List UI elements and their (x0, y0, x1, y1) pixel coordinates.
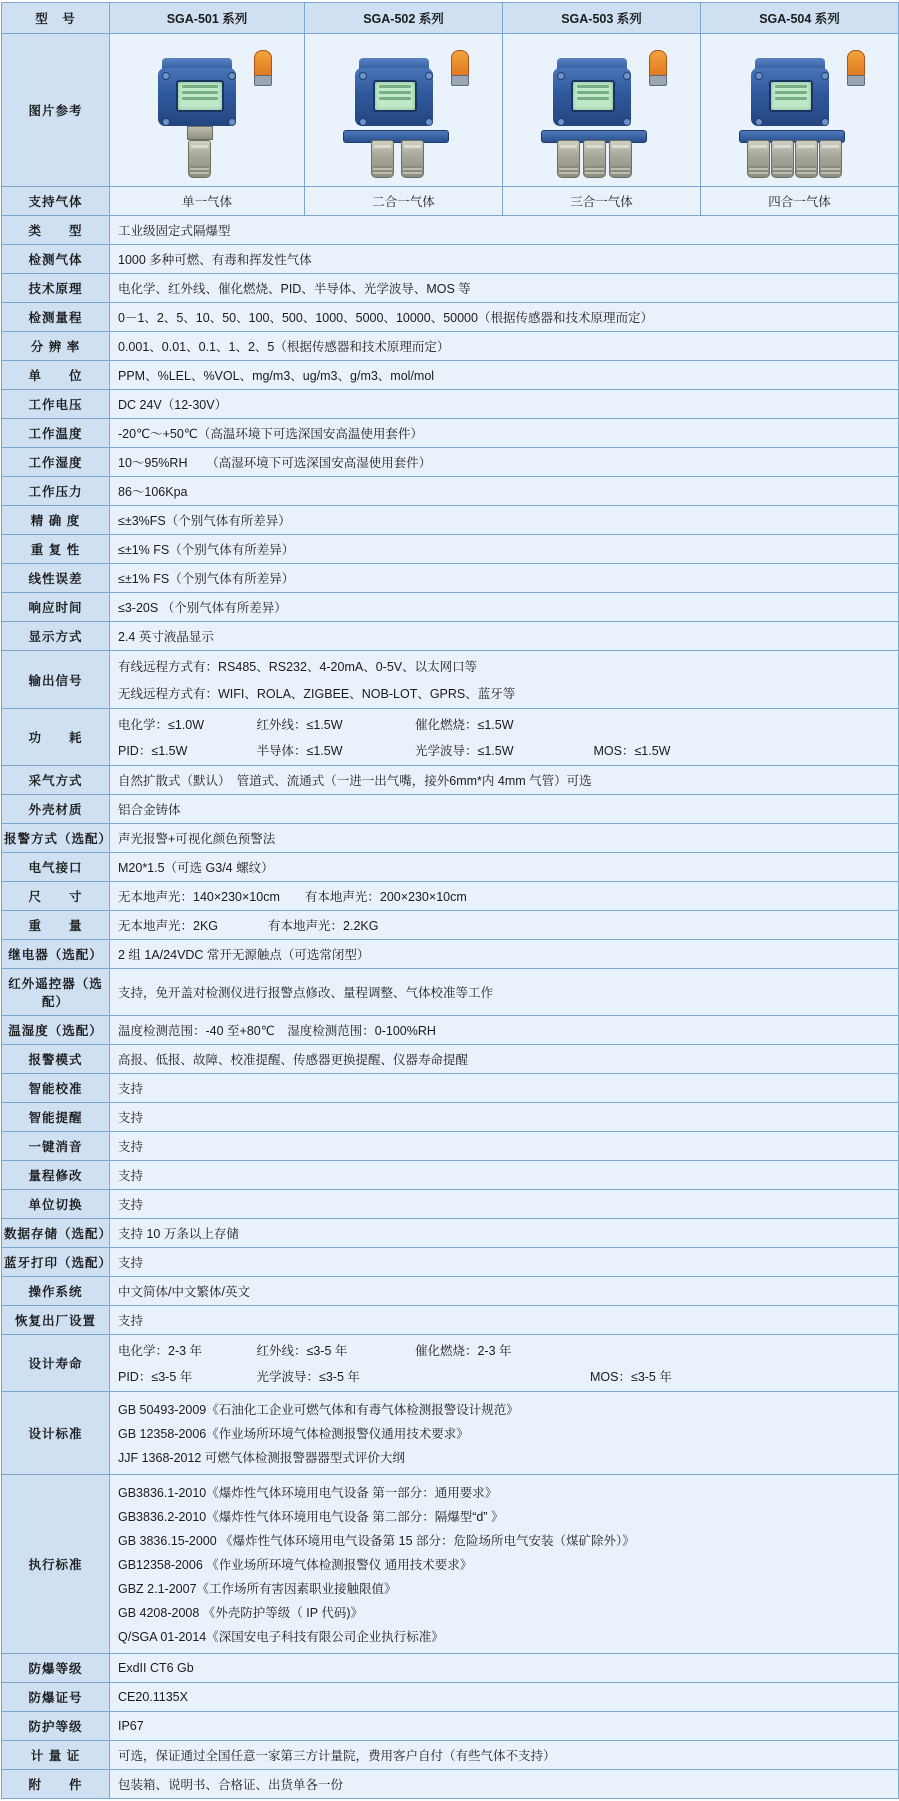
row-label: 操作系统 (2, 1277, 110, 1306)
sensor-probe (609, 140, 632, 178)
row-label: 蓝牙打印（选配） (2, 1248, 110, 1277)
table-row (2, 1016, 899, 1045)
power-value (110, 709, 899, 766)
power-item: 光学波导：≤1.5W (414, 744, 514, 758)
model-header-3: SGA-503 系列 (503, 3, 701, 34)
output-wired: 有线远程方式有：RS485、RS232、4-20mA、0-5V、以太网口等 (118, 660, 478, 674)
standard-line: GB 3836.15-2000 《爆炸性气体环境用电气设备第 15 部分：危险场所电气安装（煤矿除外）》 (118, 1534, 635, 1548)
alarm-lamp-icon (847, 50, 865, 78)
row-label: 数据存储（选配） (2, 1219, 110, 1248)
row-value: 0.001、0.01、0.1、1、2、5（根据传感器和技术原理而定） (110, 332, 899, 361)
row-label: 外壳材质 (2, 795, 110, 824)
row-value: 10～95%RH （高湿环境下可选深国安高湿使用套件） (110, 448, 899, 477)
row-label: 一键消音 (2, 1132, 110, 1161)
product-image-4 (701, 34, 899, 187)
row-label: 响应时间 (2, 593, 110, 622)
row-value: 支持 (110, 1132, 899, 1161)
design-standard-label: 设计标准 (2, 1392, 110, 1475)
table-row (2, 187, 899, 216)
table-row (2, 882, 899, 911)
row-value: 工业级固定式隔爆型 (110, 216, 899, 245)
table-row (2, 593, 899, 622)
alarm-lamp-icon (649, 50, 667, 78)
table-row (2, 477, 899, 506)
row-value: CE20.1135X (110, 1683, 899, 1712)
table-row (2, 969, 899, 1016)
detector-illustration-1 (132, 42, 282, 182)
table-row (2, 1683, 899, 1712)
standard-line: GB 4208-2008 《外壳防护等级（ IP 代码)》 (118, 1606, 363, 1620)
row-label: 工作电压 (2, 390, 110, 419)
table-row (2, 3, 899, 34)
row-value: ≤3-20S （个别气体有所差异） (110, 593, 899, 622)
row-value: 声光报警+可视化颜色预警法 (110, 824, 899, 853)
table-row (2, 448, 899, 477)
table-row (2, 535, 899, 564)
row-label: 工作温度 (2, 419, 110, 448)
row-label: 附 件 (2, 1770, 110, 1799)
row-value: 1000 多种可燃、有毒和挥发性气体 (110, 245, 899, 274)
row-label: 温湿度（选配） (2, 1016, 110, 1045)
table-row (2, 795, 899, 824)
row-value: IP67 (110, 1712, 899, 1741)
table-row (2, 1132, 899, 1161)
sensor-probe (583, 140, 606, 178)
table-row (2, 361, 899, 390)
output-wireless: 无线远程方式有：WIFI、ROLA、ZIGBEE、NOB-LOT、GPRS、蓝牙等 (118, 687, 516, 701)
row-label: 工作压力 (2, 477, 110, 506)
table-row (2, 940, 899, 969)
table-row (2, 1712, 899, 1741)
detector-illustration-4 (725, 42, 875, 182)
row-value: 2 组 1A/24VDC 常开无源触点（可选常闭型） (110, 940, 899, 969)
power-item: 半导体：≤1.5W (256, 744, 343, 758)
power-label: 功 耗 (2, 709, 110, 766)
table-row (2, 274, 899, 303)
table-row (2, 506, 899, 535)
table-row (2, 1074, 899, 1103)
table-row (2, 303, 899, 332)
device-neck (187, 126, 213, 140)
row-label: 类 型 (2, 216, 110, 245)
row-value: ≤±3%FS（个别气体有所差异） (110, 506, 899, 535)
row-label: 精 确 度 (2, 506, 110, 535)
specification-table (1, 2, 899, 1799)
gas-support-4: 四合一气体 (701, 187, 899, 216)
device-screen (176, 80, 224, 112)
power-item: MOS：≤1.5W (593, 744, 671, 758)
table-row (2, 1277, 899, 1306)
row-value: 支持 (110, 1074, 899, 1103)
detector-illustration-2 (329, 42, 479, 182)
row-value: 0－1、2、5、10、50、100、500、1000、5000、10000、50000（根据传感器和技术原理而定） (110, 303, 899, 332)
row-value: PPM、%LEL、%VOL、mg/m3、ug/m3、g/m3、mol/mol (110, 361, 899, 390)
row-value: ≤±1% FS（个别气体有所差异） (110, 564, 899, 593)
row-value: 无本地声光：2KG 有本地声光：2.2KG (110, 911, 899, 940)
table-row (2, 1335, 899, 1392)
row-label: 单 位 (2, 361, 110, 390)
row-label: 分 辨 率 (2, 332, 110, 361)
table-row (2, 1219, 899, 1248)
row-label: 采气方式 (2, 766, 110, 795)
power-line-2 (118, 740, 890, 760)
lifespan-line-2: PID：≤3-5 年 光学波导：≤3-5 年 MOS：≤3-5 年 (118, 1370, 672, 1384)
lifespan-value (110, 1335, 899, 1392)
device-screen (571, 80, 615, 112)
product-image-2 (305, 34, 503, 187)
table-row (2, 766, 899, 795)
alarm-lamp-icon (451, 50, 469, 78)
table-row (2, 390, 899, 419)
power-line-1 (118, 714, 890, 734)
spec-sheet (0, 2, 899, 1799)
row-value: 支持 (110, 1306, 899, 1335)
row-value: 电化学、红外线、催化燃烧、PID、半导体、光学波导、MOS 等 (110, 274, 899, 303)
row-value: M20*1.5（可选 G3/4 螺纹） (110, 853, 899, 882)
row-value: 自然扩散式（默认） 管道式、流通式（一进一出气嘴，接外6mm*内 4mm 气管）可选 (110, 766, 899, 795)
table-row (2, 332, 899, 361)
sensor-probe (771, 140, 794, 178)
table-row (2, 1475, 899, 1654)
row-label: 显示方式 (2, 622, 110, 651)
sensor-probe (371, 140, 394, 178)
table-row (2, 1045, 899, 1074)
row-value: 支持 (110, 1190, 899, 1219)
detector-illustration-3 (527, 42, 677, 182)
model-header-2: SGA-502 系列 (305, 3, 503, 34)
row-label: 单位切换 (2, 1190, 110, 1219)
header-label: 型 号 (2, 3, 110, 34)
row-value: 86～106Kpa (110, 477, 899, 506)
table-row (2, 622, 899, 651)
standard-line: GB12358-2006 《作业场所环境气体检测报警仪 通用技术要求》 (118, 1558, 473, 1572)
table-row (2, 1770, 899, 1799)
standard-line: Q/SGA 01-2014《深国安电子科技有限公司企业执行标准》 (118, 1630, 444, 1644)
row-value: 支持 (110, 1248, 899, 1277)
output-signal-label: 输出信号 (2, 651, 110, 709)
row-label: 恢复出厂设置 (2, 1306, 110, 1335)
table-row (2, 1392, 899, 1475)
row-label: 量程修改 (2, 1161, 110, 1190)
table-row (2, 564, 899, 593)
row-label: 尺 寸 (2, 882, 110, 911)
row-label: 继电器（选配） (2, 940, 110, 969)
device-screen (373, 80, 417, 112)
row-label: 重 量 (2, 911, 110, 940)
alarm-lamp-icon (254, 50, 272, 78)
lifespan-line-1: 电化学：2-3 年 红外线：≤3-5 年 催化燃烧：2-3 年 (118, 1344, 512, 1358)
table-row (2, 1190, 899, 1219)
table-row (2, 1741, 899, 1770)
row-value: 铝合金铸体 (110, 795, 899, 824)
model-header-1: SGA-501 系列 (110, 3, 305, 34)
row-value: 支持 (110, 1161, 899, 1190)
table-row (2, 1306, 899, 1335)
row-label: 技术原理 (2, 274, 110, 303)
row-label: 智能提醒 (2, 1103, 110, 1132)
row-value: 支持 10 万条以上存储 (110, 1219, 899, 1248)
power-item: 催化燃烧：≤1.5W (414, 718, 514, 732)
table-row (2, 34, 899, 187)
table-row (2, 1161, 899, 1190)
row-label: 报警模式 (2, 1045, 110, 1074)
row-label: 红外遥控器（选配） (2, 969, 110, 1016)
row-value: 包装箱、说明书、合格证、出货单各一份 (110, 1770, 899, 1799)
sensor-probe (188, 140, 211, 178)
sensor-probe (819, 140, 842, 178)
row-label: 检测气体 (2, 245, 110, 274)
gas-support-3: 三合一气体 (503, 187, 701, 216)
table-row (2, 1103, 899, 1132)
row-value: -20℃～+50℃（高温环境下可选深国安高温使用套件） (110, 419, 899, 448)
model-header-4: SGA-504 系列 (701, 3, 899, 34)
table-row (2, 419, 899, 448)
row-value: 温度检测范围：-40 至+80℃ 湿度检测范围：0-100%RH (110, 1016, 899, 1045)
manifold-bar (343, 130, 449, 143)
row-value: 高报、低报、故障、校准提醒、传感器更换提醒、仪器寿命提醒 (110, 1045, 899, 1074)
row-label: 电气接口 (2, 853, 110, 882)
row-label: 计 量 证 (2, 1741, 110, 1770)
row-label: 重 复 性 (2, 535, 110, 564)
row-value: 支持，免开盖对检测仪进行报警点修改、量程调整、气体校准等工作 (110, 969, 899, 1016)
lifespan-label: 设计寿命 (2, 1335, 110, 1392)
row-value: 2.4 英寸液晶显示 (110, 622, 899, 651)
table-row (2, 245, 899, 274)
row-value: DC 24V（12-30V） (110, 390, 899, 419)
exec-standard-label: 执行标准 (2, 1475, 110, 1654)
table-row (2, 853, 899, 882)
standard-line: GB3836.1-2010《爆炸性气体环境用电气设备 第一部分：通用要求》 (118, 1486, 498, 1500)
row-label: 报警方式（选配） (2, 824, 110, 853)
sensor-probe (401, 140, 424, 178)
product-image-1 (110, 34, 305, 187)
row-value: 无本地声光：140×230×10cm 有本地声光：200×230×10cm (110, 882, 899, 911)
standard-line: JJF 1368-2012 可燃气体检测报警器器型式评价大纲 (118, 1451, 405, 1465)
standard-line: GB 50493-2009《石油化工企业可燃气体和有毒气体检测报警设计规范》 (118, 1403, 519, 1417)
row-label: 智能校准 (2, 1074, 110, 1103)
table-row (2, 709, 899, 766)
device-screen (769, 80, 813, 112)
gas-support-2: 二合一气体 (305, 187, 503, 216)
power-item: 电化学：≤1.0W (118, 718, 205, 732)
power-item: PID：≤1.5W (118, 744, 188, 758)
standard-line: GBZ 2.1-2007《工作场所有害因素职业接触限值》 (118, 1582, 397, 1596)
output-signal-value (110, 651, 899, 709)
row-value: ≤±1% FS（个别气体有所差异） (110, 535, 899, 564)
table-row (2, 216, 899, 245)
sensor-probe (747, 140, 770, 178)
exec-standard-value (110, 1475, 899, 1654)
row-value: 支持 (110, 1103, 899, 1132)
table-row (2, 911, 899, 940)
gas-support-label: 支持气体 (2, 187, 110, 216)
row-value: ExdII CT6 Gb (110, 1654, 899, 1683)
table-row (2, 1654, 899, 1683)
row-label: 线性误差 (2, 564, 110, 593)
row-label: 防爆证号 (2, 1683, 110, 1712)
table-row (2, 824, 899, 853)
standard-line: GB 12358-2006《作业场所环境气体检测报警仪通用技术要求》 (118, 1427, 469, 1441)
row-value: 中文简体/中文繁体/英文 (110, 1277, 899, 1306)
standard-line: GB3836.2-2010《爆炸性气体环境用电气设备 第二部分：隔爆型“d” 》 (118, 1510, 504, 1524)
row-label: 检测量程 (2, 303, 110, 332)
image-row-label: 图片参考 (2, 34, 110, 187)
table-row (2, 651, 899, 709)
row-label: 防爆等级 (2, 1654, 110, 1683)
row-label: 防护等级 (2, 1712, 110, 1741)
sensor-probe (557, 140, 580, 178)
power-item: 红外线：≤1.5W (256, 718, 343, 732)
gas-support-1: 单一气体 (110, 187, 305, 216)
row-label: 工作湿度 (2, 448, 110, 477)
design-standard-value (110, 1392, 899, 1475)
row-value: 可选，保证通过全国任意一家第三方计量院，费用客户自付（有些气体不支持） (110, 1741, 899, 1770)
table-row (2, 1248, 899, 1277)
sensor-probe (795, 140, 818, 178)
product-image-3 (503, 34, 701, 187)
